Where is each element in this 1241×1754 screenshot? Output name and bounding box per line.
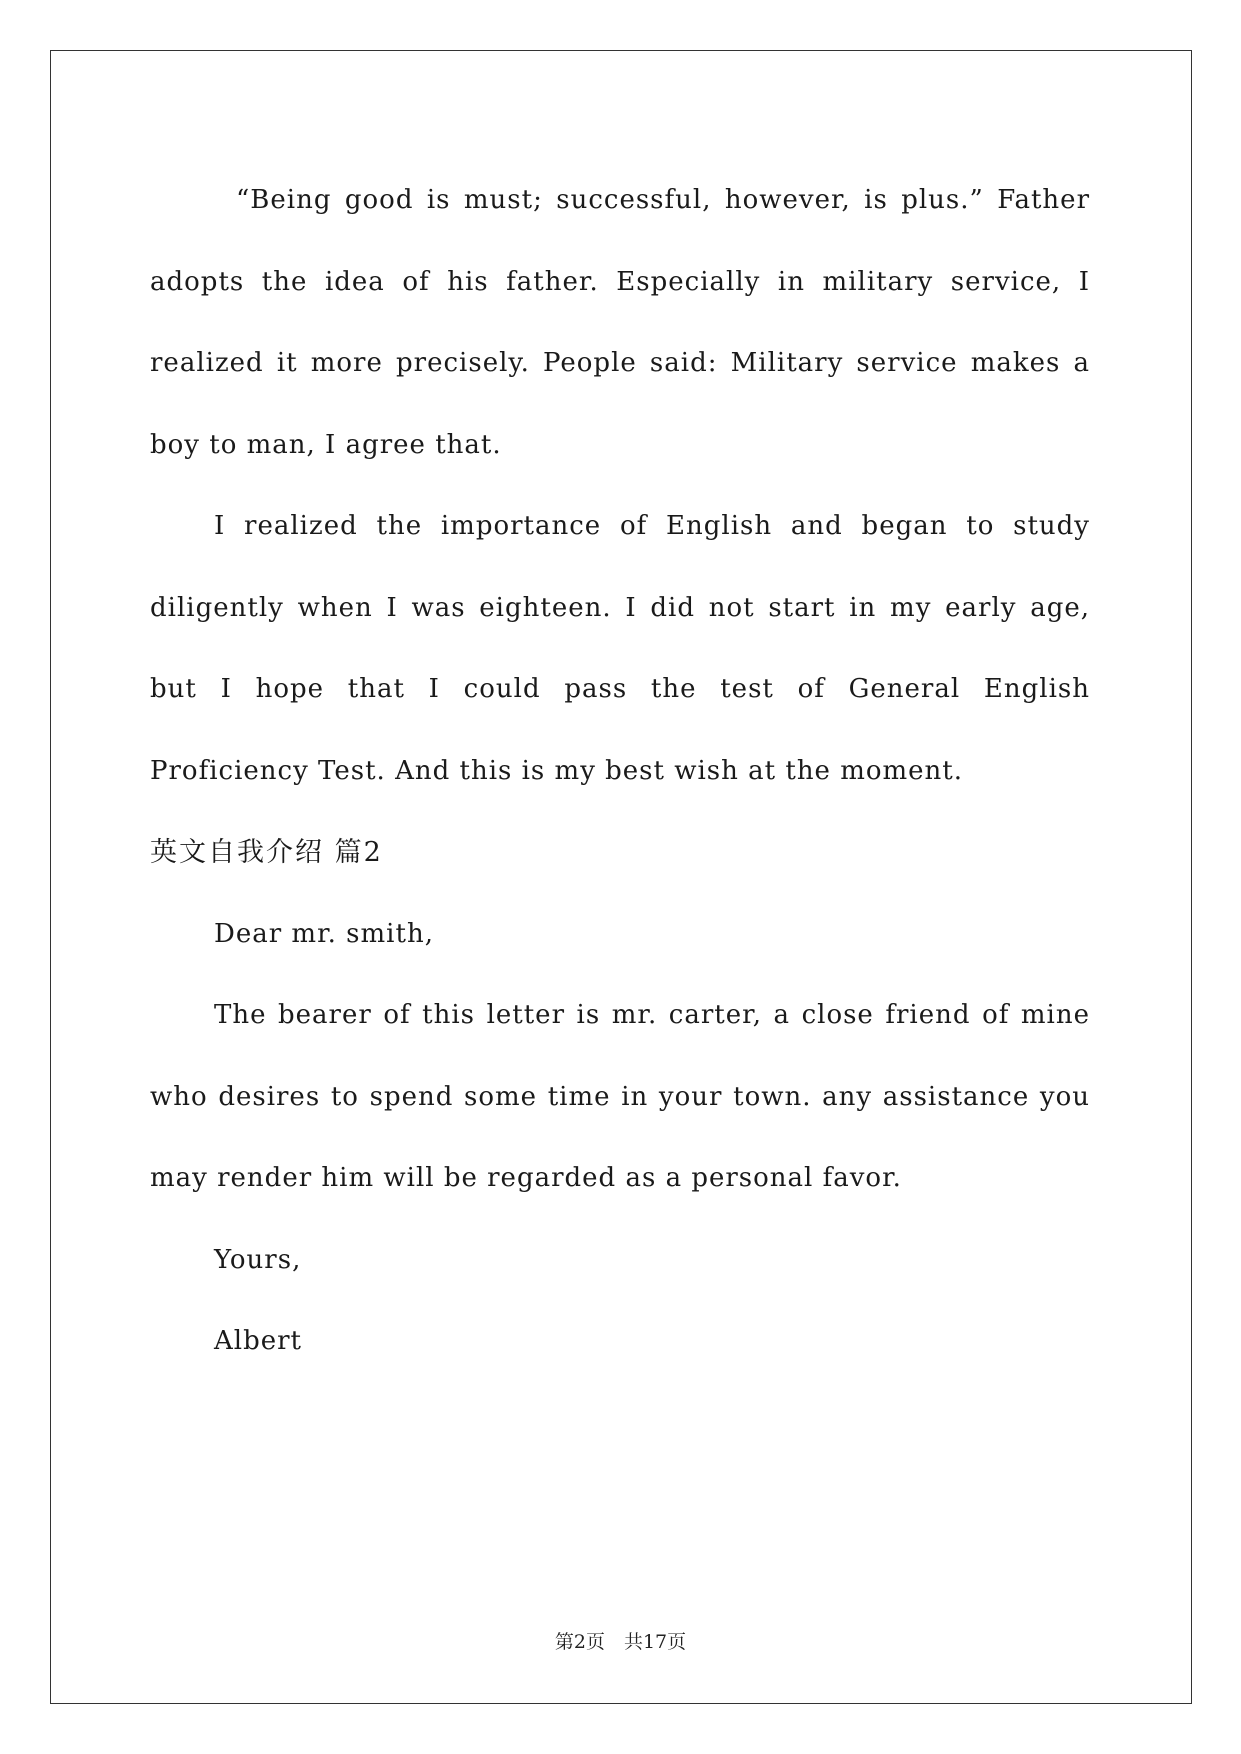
document-body	[150, 160, 1090, 1383]
letter-closing: Yours,	[214, 1244, 302, 1275]
letter-salutation: Dear mr. smith,	[214, 918, 434, 949]
page-number-footer: 第2页 共17页	[554, 1631, 687, 1653]
letter-body: The bearer of this letter is mr. carter, a close friend of mine who desires to spend some time in your town. any assistance you may render him will be regarded as a personal favor.	[150, 1000, 1090, 1193]
paragraph-being-good: “Being good is must; successful, however, is plus.” Father adopts the idea of his father. Especially in military service, I realized it more precisely. People said: Military service makes a boy to man, I agree that.	[150, 185, 1090, 460]
section-heading: 英文自我介绍 篇2	[150, 837, 383, 868]
letter-signature: Albert	[214, 1326, 302, 1356]
paragraph-english-study: I realized the importance of English and began to study diligently when I was eighteen. I did not start in my early age, but I hope that I could pass the test of General English Proficiency Test. And this is my best wish at the moment.	[150, 511, 1090, 786]
